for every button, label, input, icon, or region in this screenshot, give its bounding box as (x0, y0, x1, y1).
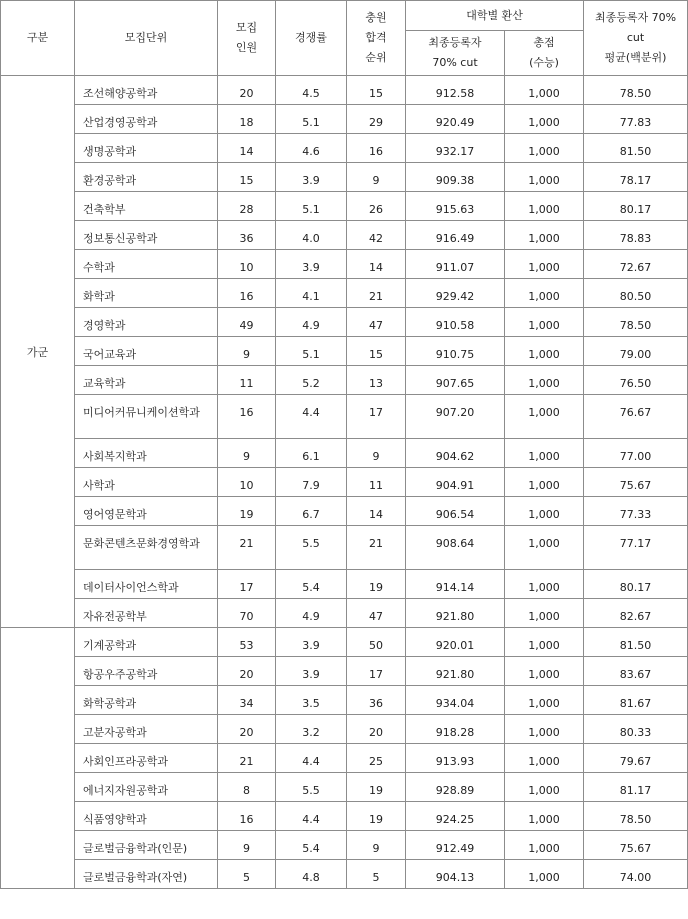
cell-competition: 7.9 (276, 468, 347, 497)
cell-unit: 항공우주공학과 (75, 657, 218, 686)
table-row (1, 570, 688, 599)
header-waitlist-rank (347, 1, 406, 76)
cell-avg: 78.17 (584, 163, 688, 192)
table-row (1, 76, 688, 105)
cell-cut70: 911.07 (406, 250, 505, 279)
table-row (1, 192, 688, 221)
cell-quota: 70 (218, 599, 276, 628)
cell-cut70: 916.49 (406, 221, 505, 250)
cell-competition: 3.9 (276, 250, 347, 279)
cell-unit: 데이터사이언스학과 (75, 570, 218, 599)
cell-avg: 80.17 (584, 192, 688, 221)
cell-competition: 5.1 (276, 192, 347, 221)
cell-quota: 10 (218, 468, 276, 497)
cell-competition: 4.8 (276, 860, 347, 889)
cell-avg: 78.50 (584, 802, 688, 831)
cell-total: 1,000 (505, 76, 584, 105)
cell-unit: 자유전공학부 (75, 599, 218, 628)
cell-cut70: 907.20 (406, 395, 505, 439)
cell-total: 1,000 (505, 497, 584, 526)
cell-total: 1,000 (505, 134, 584, 163)
cell-unit: 글로벌금융학과(인문) (75, 831, 218, 860)
cell-cut70: 910.58 (406, 308, 505, 337)
header-group: 구분 (1, 1, 75, 76)
cell-quota: 53 (218, 628, 276, 657)
cell-avg: 72.67 (584, 250, 688, 279)
group-cell: 가군 (1, 76, 75, 628)
table-row (1, 250, 688, 279)
cell-unit: 정보통신공학과 (75, 221, 218, 250)
cell-total: 1,000 (505, 802, 584, 831)
cell-cut70: 918.28 (406, 715, 505, 744)
cell-avg: 75.67 (584, 831, 688, 860)
cell-waitlist-rank: 25 (347, 744, 406, 773)
table-row (1, 526, 688, 570)
cell-total: 1,000 (505, 526, 584, 570)
cell-total: 1,000 (505, 599, 584, 628)
cell-quota: 16 (218, 395, 276, 439)
cell-quota: 19 (218, 497, 276, 526)
cell-avg: 77.33 (584, 497, 688, 526)
cell-total: 1,000 (505, 468, 584, 497)
cell-waitlist-rank: 14 (347, 497, 406, 526)
cell-total: 1,000 (505, 279, 584, 308)
cell-competition: 4.0 (276, 221, 347, 250)
cell-waitlist-rank: 13 (347, 366, 406, 395)
cell-cut70: 932.17 (406, 134, 505, 163)
cell-waitlist-rank: 50 (347, 628, 406, 657)
cell-unit: 산업경영공학과 (75, 105, 218, 134)
cell-waitlist-rank: 20 (347, 715, 406, 744)
cell-avg: 79.67 (584, 744, 688, 773)
cell-waitlist-rank: 9 (347, 831, 406, 860)
cell-quota: 14 (218, 134, 276, 163)
cell-total: 1,000 (505, 337, 584, 366)
cell-unit: 조선해양공학과 (75, 76, 218, 105)
header-quota (218, 1, 276, 76)
cell-unit: 생명공학과 (75, 134, 218, 163)
header-avg-line2: cut (626, 31, 645, 44)
header-avg (584, 1, 688, 76)
cell-unit: 사회인프라공학과 (75, 744, 218, 773)
cell-waitlist-rank: 29 (347, 105, 406, 134)
cell-waitlist-rank: 9 (347, 163, 406, 192)
cell-avg: 81.50 (584, 134, 688, 163)
cell-total: 1,000 (505, 308, 584, 337)
cell-avg: 77.83 (584, 105, 688, 134)
cell-waitlist-rank: 5 (347, 860, 406, 889)
header-avg-line1: 최종등록자 70% (594, 11, 677, 24)
cell-competition: 6.1 (276, 439, 347, 468)
table-row (1, 831, 688, 860)
cell-competition: 3.9 (276, 657, 347, 686)
cell-competition: 4.9 (276, 308, 347, 337)
cell-cut70: 910.75 (406, 337, 505, 366)
cell-unit: 영어영문학과 (75, 497, 218, 526)
cell-quota: 16 (218, 279, 276, 308)
table-row (1, 860, 688, 889)
cell-quota: 5 (218, 860, 276, 889)
cell-total: 1,000 (505, 628, 584, 657)
cell-unit: 교육학과 (75, 366, 218, 395)
cell-cut70: 929.42 (406, 279, 505, 308)
table-row (1, 308, 688, 337)
table-row (1, 773, 688, 802)
cell-waitlist-rank: 21 (347, 526, 406, 570)
cell-total: 1,000 (505, 744, 584, 773)
cell-cut70: 909.38 (406, 163, 505, 192)
table-row (1, 395, 688, 439)
cell-cut70: 913.93 (406, 744, 505, 773)
header-competition: 경쟁률 (276, 1, 347, 76)
cell-avg: 78.50 (584, 76, 688, 105)
cell-waitlist-rank: 21 (347, 279, 406, 308)
cell-unit: 건축학부 (75, 192, 218, 221)
cell-quota: 20 (218, 657, 276, 686)
header-avg-line3: 평균(백분위) (604, 51, 667, 64)
table-row (1, 628, 688, 657)
cell-avg: 81.50 (584, 628, 688, 657)
cell-unit: 미디어커뮤니케이션학과 (75, 395, 218, 439)
cell-competition: 5.4 (276, 831, 347, 860)
table-row (1, 468, 688, 497)
cell-total: 1,000 (505, 395, 584, 439)
cell-avg: 80.50 (584, 279, 688, 308)
cell-total: 1,000 (505, 570, 584, 599)
cell-unit: 고분자공학과 (75, 715, 218, 744)
group-cell (1, 628, 75, 889)
cell-waitlist-rank: 47 (347, 599, 406, 628)
cell-cut70: 912.49 (406, 831, 505, 860)
cell-cut70: 908.64 (406, 526, 505, 570)
cell-cut70: 921.80 (406, 657, 505, 686)
cell-quota: 15 (218, 163, 276, 192)
cell-competition: 3.9 (276, 628, 347, 657)
cell-competition: 3.5 (276, 686, 347, 715)
cell-avg: 76.50 (584, 366, 688, 395)
cell-cut70: 915.63 (406, 192, 505, 221)
header-total-line2: (수능) (529, 56, 559, 69)
cell-waitlist-rank: 9 (347, 439, 406, 468)
table-row (1, 366, 688, 395)
cell-unit: 사회복지학과 (75, 439, 218, 468)
cell-waitlist-rank: 15 (347, 337, 406, 366)
cell-competition: 5.5 (276, 526, 347, 570)
cell-quota: 36 (218, 221, 276, 250)
cell-cut70: 906.54 (406, 497, 505, 526)
cell-cut70: 912.58 (406, 76, 505, 105)
table-row (1, 802, 688, 831)
header-quota-line2: 인원 (235, 41, 258, 54)
header-rank-line1: 충원 (365, 11, 387, 24)
cell-avg: 77.00 (584, 439, 688, 468)
cell-waitlist-rank: 19 (347, 773, 406, 802)
cell-avg: 83.67 (584, 657, 688, 686)
cell-unit: 화학공학과 (75, 686, 218, 715)
cell-cut70: 907.65 (406, 366, 505, 395)
cell-avg: 78.50 (584, 308, 688, 337)
cell-competition: 4.4 (276, 802, 347, 831)
cell-competition: 5.1 (276, 105, 347, 134)
cell-cut70: 904.13 (406, 860, 505, 889)
cell-cut70: 914.14 (406, 570, 505, 599)
cell-total: 1,000 (505, 686, 584, 715)
cell-quota: 21 (218, 526, 276, 570)
cell-quota: 9 (218, 337, 276, 366)
cell-total: 1,000 (505, 715, 584, 744)
cell-quota: 20 (218, 76, 276, 105)
cell-cut70: 924.25 (406, 802, 505, 831)
header-total-line1: 총점 (533, 36, 555, 49)
cell-quota: 16 (218, 802, 276, 831)
cell-waitlist-rank: 42 (347, 221, 406, 250)
header-rank-line2: 합격 (365, 31, 387, 44)
cell-avg: 78.83 (584, 221, 688, 250)
cell-waitlist-rank: 47 (347, 308, 406, 337)
cell-avg: 79.00 (584, 337, 688, 366)
table-row (1, 715, 688, 744)
cell-quota: 8 (218, 773, 276, 802)
cell-competition: 3.9 (276, 163, 347, 192)
cell-quota: 49 (218, 308, 276, 337)
cell-avg: 76.67 (584, 395, 688, 439)
cell-total: 1,000 (505, 366, 584, 395)
cell-cut70: 934.04 (406, 686, 505, 715)
cell-quota: 28 (218, 192, 276, 221)
table-row (1, 105, 688, 134)
cell-competition: 4.4 (276, 395, 347, 439)
cell-waitlist-rank: 14 (347, 250, 406, 279)
cell-unit: 기계공학과 (75, 628, 218, 657)
table-row (1, 221, 688, 250)
cell-quota: 21 (218, 744, 276, 773)
cell-avg: 81.67 (584, 686, 688, 715)
table-row (1, 686, 688, 715)
cell-avg: 80.17 (584, 570, 688, 599)
cell-competition: 4.5 (276, 76, 347, 105)
cell-cut70: 904.62 (406, 439, 505, 468)
cell-unit: 사학과 (75, 468, 218, 497)
cell-avg: 74.00 (584, 860, 688, 889)
cell-unit: 에너지자원공학과 (75, 773, 218, 802)
table-row (1, 163, 688, 192)
cell-quota: 17 (218, 570, 276, 599)
cell-quota: 10 (218, 250, 276, 279)
cell-unit: 환경공학과 (75, 163, 218, 192)
cell-waitlist-rank: 17 (347, 395, 406, 439)
cell-avg: 77.17 (584, 526, 688, 570)
table-row (1, 599, 688, 628)
header-cut70-line2: 70% cut (432, 56, 478, 69)
cell-unit: 식품영양학과 (75, 802, 218, 831)
table-row (1, 657, 688, 686)
cell-unit: 화학과 (75, 279, 218, 308)
cell-avg: 75.67 (584, 468, 688, 497)
cell-unit: 수학과 (75, 250, 218, 279)
cell-waitlist-rank: 19 (347, 802, 406, 831)
table-row (1, 744, 688, 773)
cell-quota: 20 (218, 715, 276, 744)
header-quota-line1: 모집 (235, 21, 258, 34)
cell-competition: 5.2 (276, 366, 347, 395)
header-rank-line3: 순위 (365, 51, 387, 64)
cell-unit: 글로벌금융학과(자연) (75, 860, 218, 889)
cell-total: 1,000 (505, 773, 584, 802)
cell-avg: 81.17 (584, 773, 688, 802)
cell-competition: 5.5 (276, 773, 347, 802)
header-total (505, 31, 584, 76)
cell-competition: 5.1 (276, 337, 347, 366)
cell-competition: 5.4 (276, 570, 347, 599)
cell-competition: 3.2 (276, 715, 347, 744)
cell-competition: 6.7 (276, 497, 347, 526)
cell-quota: 9 (218, 439, 276, 468)
cell-avg: 82.67 (584, 599, 688, 628)
cell-total: 1,000 (505, 831, 584, 860)
cell-cut70: 920.49 (406, 105, 505, 134)
cell-unit: 국어교육과 (75, 337, 218, 366)
cell-waitlist-rank: 16 (347, 134, 406, 163)
cell-total: 1,000 (505, 163, 584, 192)
cell-competition: 4.1 (276, 279, 347, 308)
cell-cut70: 928.89 (406, 773, 505, 802)
table-row (1, 439, 688, 468)
cell-cut70: 904.91 (406, 468, 505, 497)
table-row (1, 134, 688, 163)
cell-unit: 경영학과 (75, 308, 218, 337)
cell-quota: 18 (218, 105, 276, 134)
cell-total: 1,000 (505, 250, 584, 279)
cell-waitlist-rank: 11 (347, 468, 406, 497)
header-univ-conversion: 대학별 환산 (406, 1, 584, 31)
cell-competition: 4.9 (276, 599, 347, 628)
header-unit: 모집단위 (75, 1, 218, 76)
cell-waitlist-rank: 26 (347, 192, 406, 221)
cell-quota: 11 (218, 366, 276, 395)
cell-total: 1,000 (505, 105, 584, 134)
cell-total: 1,000 (505, 439, 584, 468)
cell-waitlist-rank: 15 (347, 76, 406, 105)
header-cut70-line1: 최종등록자 (428, 36, 482, 49)
cell-total: 1,000 (505, 657, 584, 686)
cell-total: 1,000 (505, 192, 584, 221)
cell-quota: 34 (218, 686, 276, 715)
cell-cut70: 920.01 (406, 628, 505, 657)
table-row (1, 279, 688, 308)
cell-total: 1,000 (505, 860, 584, 889)
cell-waitlist-rank: 17 (347, 657, 406, 686)
cell-total: 1,000 (505, 221, 584, 250)
cell-unit: 문화콘텐츠문화경영학과 (75, 526, 218, 570)
cell-avg: 80.33 (584, 715, 688, 744)
header-cut70 (406, 31, 505, 76)
cell-waitlist-rank: 36 (347, 686, 406, 715)
cell-waitlist-rank: 19 (347, 570, 406, 599)
cell-competition: 4.4 (276, 744, 347, 773)
cell-cut70: 921.80 (406, 599, 505, 628)
cell-competition: 4.6 (276, 134, 347, 163)
cell-quota: 9 (218, 831, 276, 860)
table-row (1, 337, 688, 366)
table-row (1, 497, 688, 526)
